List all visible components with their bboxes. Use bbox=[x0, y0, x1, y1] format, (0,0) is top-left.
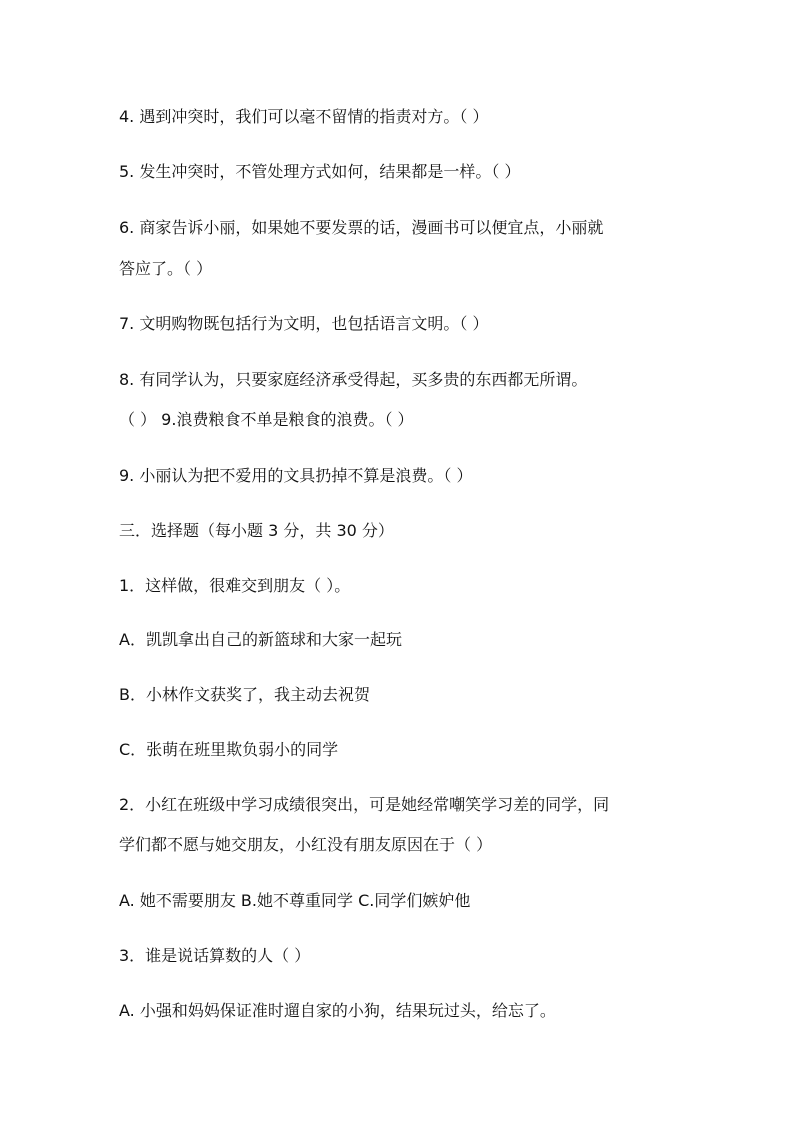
question-6-line-2: 答应了。（ ） bbox=[119, 259, 213, 278]
choice-2-options: A. 她不需要朋友 B.她不尊重同学 C.同学们嫉妒他 bbox=[119, 891, 471, 910]
choice-question-3: 3．谁是说话算数的人（ ） bbox=[119, 946, 311, 965]
question-9: 9. 小丽认为把不爱用的文具扔掉不算是浪费。（ ） bbox=[119, 466, 473, 485]
question-6-line-1: 6. 商家告诉小丽，如果她不要发票的话，漫画书可以便宜点，小丽就 bbox=[119, 218, 604, 237]
question-4: 4. 遇到冲突时，我们可以毫不留情的指责对方。（ ） bbox=[119, 107, 489, 126]
section-heading-choice: 三．选择题（每小题 3 分，共 30 分） bbox=[119, 521, 394, 540]
question-7: 7. 文明购物既包括行为文明，也包括语言文明。（ ） bbox=[119, 314, 489, 333]
choice-question-2-line-2: 学们都不愿与她交朋友，小红没有朋友原因在于（ ） bbox=[119, 835, 493, 854]
question-8-line-2: （ ） 9.浪费粮食不单是粮食的浪费。（ ） bbox=[119, 410, 414, 429]
choice-1-option-a: A．凯凯拿出自己的新篮球和大家一起玩 bbox=[119, 630, 402, 649]
choice-3-option-a: A. 小强和妈妈保证准时遛自家的小狗，结果玩过头，给忘了。 bbox=[119, 1001, 556, 1020]
choice-1-option-b: B．小林作文获奖了，我主动去祝贺 bbox=[119, 685, 370, 704]
question-8-line-1: 8. 有同学认为，只要家庭经济承受得起，买多贵的东西都无所谓。 bbox=[119, 370, 588, 389]
choice-question-1: 1．这样做，很难交到朋友（ ）。 bbox=[119, 576, 351, 595]
choice-1-option-c: C．张萌在班里欺负弱小的同学 bbox=[119, 740, 339, 759]
choice-question-2-line-1: 2．小红在班级中学习成绩很突出，可是她经常嘲笑学习差的同学，同 bbox=[119, 795, 610, 814]
question-5: 5. 发生冲突时，不管处理方式如何，结果都是一样。（ ） bbox=[119, 162, 521, 181]
